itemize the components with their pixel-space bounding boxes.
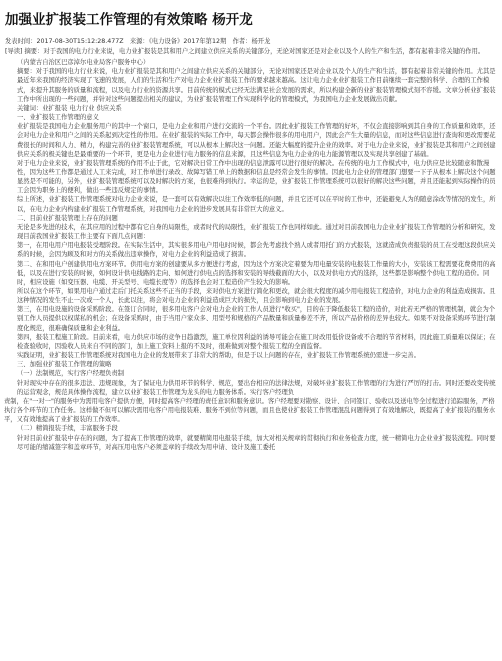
paragraph: 无论是多先进的技术，在其应用的过程中都有它自身的局限性，或者时代的局限性，业扩报装工作也同样如此。通过对目前我国电力企业业扩报装工作管理的分析和研究，发现目前我国业扩报装工作主要有下面几点问题：: [17, 223, 496, 241]
article-title: 加强业扩报装工作管理的有效策略 杨开龙: [5, 12, 253, 28]
paragraph: 对于电力企业来说，业扩报装管理系统的作用不止于此，它对解决日常工作中出现的信息泄露可以进行很好的解决。在传统的电力工作模式中，电力供应是比较随意和散漫性，因为这些工作都是通过人工来完成，对工作单进行录改、故障写错工单上的数据和信息是经常会发生的事情。因此电力企业的管理部门想要一下子从根本上解决这个问题显然是不可能的，另外，业扩报装管理系统可以及时解决的方案，也很难得到执行。幸运的是，业扩报装工作管理系统可以很好的解决这些问题，并且还能起到实际操作的员工会因为职务上的便利，做出一些违反规定的事情。: [17, 159, 496, 195]
lead-abstract: [导读] 摘要：对于我国的电力行业来说，电力业扩报装是其和用户之间建立供应关系的关键部分，无论对国家还是对企业以及个人的生产和生活，都有起着非常关键的作用。: [5, 48, 485, 55]
document-page: [0, 12, 502, 661]
paragraph: 针对目前业扩报装中存在的问题，为了提高工作管理的效率，就要精简用电报装手续，加大对相关规章的贯彻执行和业务检查力度，统一精简电力企业业扩报装流程。同时要尽可能的缩减签字和盖章环节，对高压用电客户必须盖章的手续改为用申请、设计及施工委托: [17, 434, 496, 451]
section-heading: （二）精简报装手续，丰富服务手段: [17, 425, 118, 433]
paragraph: 实践证明，业扩报装工作管理系统对我国电力企业的发展带来了非常大的帮助，但是于以上问题的存在，业扩报装工作管理系统仍需进一步完善。: [17, 352, 420, 360]
paragraph: 摘要：对于我国的电力行业来说，电力业扩报装是其和用户之间建立供应关系的关键部分，无论对国家还是对企业以及个人的生产和生活，都有起着非常关键的作用。尤其是最近年来我国的经济实现了飞速的发展，人们的生活和生产对电力企业业扩报装工作的要求越来越高。这让电力企业业扩报装工作目前继续一套完整的科学、合理的工作模式，来提升其服务的质量和流程，以及电力行业的资源共享。目前传统的模式已经无法满足社会发展的需求，所以构建全新的业扩报装管理模式刻不容缓。文章分析业扩报装工作中所出现的一些问题，并针对这些问题提出相关的建议，为业扩报装管理工作实现科学化的管理模式，为我国电力企业发展做出贡献。: [17, 68, 496, 103]
paragraph: 所以在这个环节，如果用电户通过走后门托关系这些不正当的手段，来对供电方案进行简化和更改，就会很大程度的减少用电报装工程造价，对电力企业的利益造成损害。且这种情况的发生不止一次或一个人，长此以往，将会对电力企业的利益造成巨大的损失，且会影响到电力企业的发展。: [17, 288, 496, 305]
paragraph: 责制，在"一对一"的服务中为需用电客户提供方便，同时提高客户经理的责任意识和服务意识。客户经理要对勘察、设计、合同签订、验收以及送电等全过程进行追踪服务，严格执行各个环节的工作任务。这样做不但可以解决需用电客户用电报装难、服务不到位等问题，而且也使业扩报装工作管理混乱问题得到了有效地解决，既提高了业扩报装的服务水平，又有效地提高了业扩报装的工作效率。: [4, 397, 496, 424]
section-heading: （一）法制规范，实行客户经理负责制: [17, 370, 125, 378]
paragraph: （内蒙古自治区巴彦淖尔电业局客户服务中心）: [17, 59, 150, 67]
section-heading: 三、加强业扩报装工作管理的策略: [17, 361, 112, 369]
section-heading: 二、目前业扩报装管理上存在的问题: [17, 214, 118, 222]
section-heading: 一、业扩报装工作管理的意义: [17, 114, 99, 122]
paragraph: 第一，在用电用户用电报装受理阶段。在实际生活中，其实很多用电户用电时时候，都会先考虑找个熟人或者用托门的方式报装，这就造成负责报装的员工在受理这段供应关系的时候，会因为顾及和对方的关系做出违章操作，对电力企业的利益造成了损害。: [17, 242, 496, 259]
article-body: [4, 58, 498, 452]
publication-meta: 发表时间：2017-08-30T15:12:28.477Z 来源：《电力设备》2017年第12期 作者：杨开龙: [5, 38, 271, 45]
paragraph: 第四，报装工程施工阶段。目前来看，电力供应市场的竞争日趋激烈，施工单位因利益的诱导可能会在施工时改用低价设备或不合理的节省材料，因此施工质量难以保证；在检查验收时，因验收人员来自不同的部门，加上施工资料上报的不及时，很难做到对整个报装工程的全面监督。: [17, 333, 496, 350]
paragraph: 第二、在和用电户创建供用电方案环节。供用电方案的创建要从多方便进行考虑，因为这个方案决定着要为用电量安装的电报装工作量的大小，安装该工程需要花费费用的高低，以及在进行安装的时候，如何设计供电线路的走向、如何进行供电点的选择和安装的导线截面的大小，以及对供电方式的选择，这些都是影响整个供电工程的造价。同时，相应设施（如变压器、电缆、开关型号、电缆长度等）的选择也会对工程造价产生较大的影响。: [17, 260, 496, 286]
paragraph: 业扩报装是我国电力企业服务用户的其中一个窗口，是电力企业和用户进行交流的一个平台。因此业扩报装工作管理的好坏，不仅会直接影响到其自身的工作质量和效率，还会对电力企业和用户之间的关系起到决定性的作用。在业扩报装的实际工作中，每天都会操作很多的用电用户，因此会产生大量的信息，而对这些信息进行查询和更改需要花费很长的时间和人力、精力，构建完善的业扩报装管理系统，可以从根本上解决这一问题。还能大幅度的提升企业的效率。对于电力企业来说，业扩报装是其和用户之间创建供应关系的极关键也是最重要的一个环节，更是电力企业进行电力服务的信息来源，且这些信息为电力企业的电力能源管理以及实现共享创建了基础。: [17, 123, 496, 158]
paragraph: 针对现实中存在的很多违法、违规现象，为了保证电力供用环节的科学、规范，要出台相应的法律法规，对破坏业扩报装工作管理的行为进行严厉的打击。同时还要改变传统的运营观念，规范具体操作流程，建立以业扩报装工作管理为龙头的电力服务体系。实行客户经理负: [17, 379, 496, 396]
paragraph: 关键词：业扩报装 电力行业 供应关系: [17, 104, 122, 112]
paragraph: 综上所述，业扩报装工作管理系统对电力企业来说，是一套可以有效解决以往工作效率低的问题，并且它还可以在平时的工作中，还能避免人为的随意涂改等情况的发生，所以，在电力企业内构建业扩报装工作管理系统，对我国电力企业的进步发展具有非常巨大的意义。: [17, 196, 496, 213]
paragraph: 第三，在用电设施的设备采购阶段。在签订合同时，很多用电客户会对电力企业的工作人员进行"收买"，目的在于降低报装工程的造价，对此若无严格的管理机制，就会为个别工作人员提供以权谋私的机会；在设备采购时，由于当用户家众多、用型号和规格的产品数量和质量参差不齐，所以产品价格的差异也较大。如果不对设备采购环节进行制度化规范，很难确保质量和企业利益。: [17, 306, 496, 332]
